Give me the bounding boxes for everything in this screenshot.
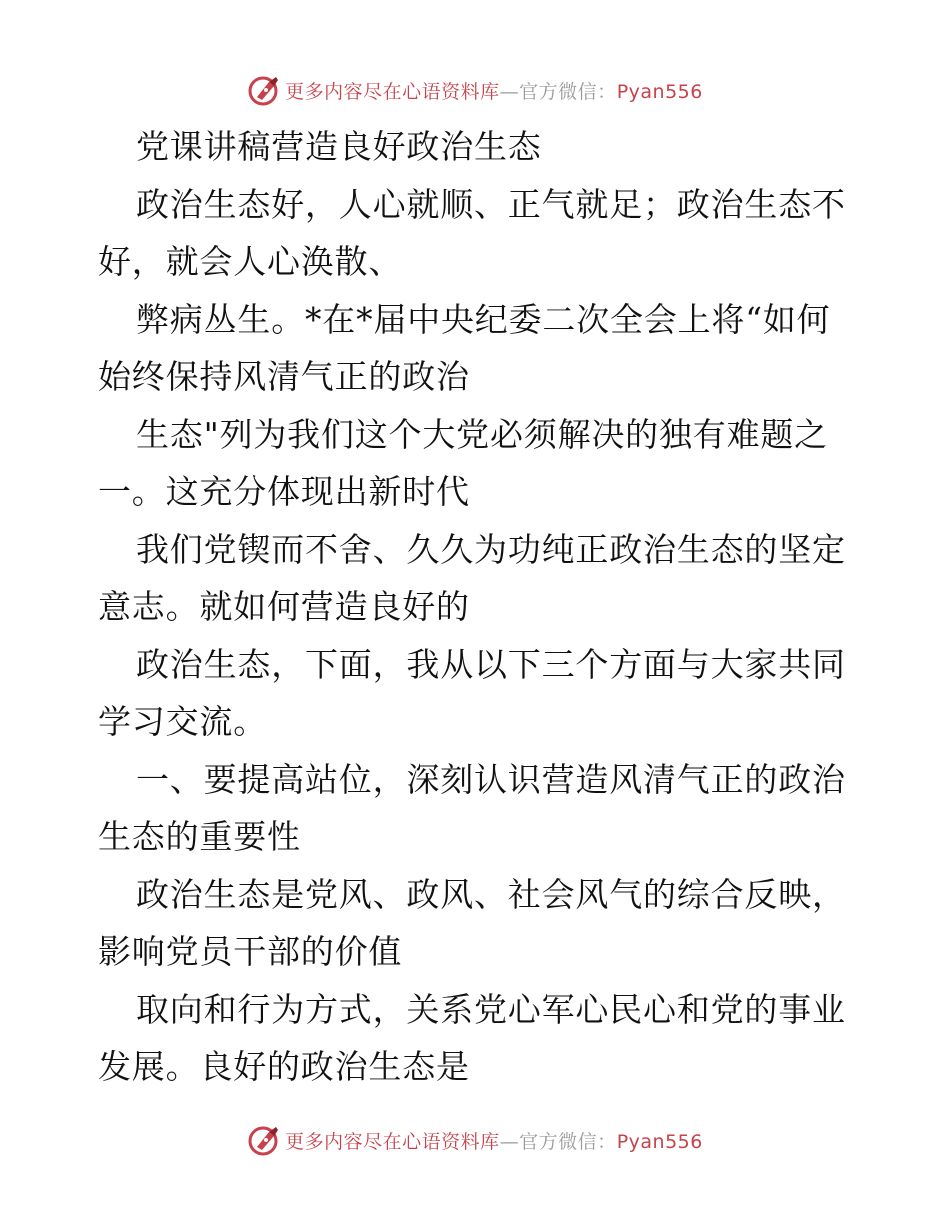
header-watermark-banner (0, 72, 950, 108)
paragraph-line: 生态"列为我们这个大党必须解决的独有难题之 (136, 414, 828, 454)
watermark-main-text: 更多内容尽在心语资料库 (285, 80, 500, 103)
paragraph-line: 政治生态好，人心就顺、正气就足；政治生态不 (136, 184, 846, 224)
paragraph-line: 始终保持风清气正的政治 (98, 357, 470, 396)
paragraph-line: 发展。良好的政治生态是 (98, 1047, 470, 1086)
watermark-wechat-id: Pyan556 (616, 80, 703, 103)
watermark-dash: — (499, 1130, 520, 1153)
paragraph-line: 弊病丛生。*在*届中央纪委二次全会上将“如何 (136, 299, 831, 339)
paragraph-line: 取向和行为方式，关系党心军心民心和党的事业 (136, 989, 846, 1029)
document-body (98, 118, 854, 1096)
paragraph-line: 学习交流。 (98, 702, 267, 741)
pen-nib-circle-icon (247, 1123, 281, 1157)
watermark-dash: — (499, 80, 520, 103)
paragraph-line: 政治生态是党风、政风、社会风气的综合反映， (136, 874, 846, 914)
pen-nib-circle-icon (247, 73, 281, 107)
watermark-label: 官方微信： (519, 1130, 617, 1153)
watermark-text (285, 1127, 703, 1154)
paragraph-line: 意志。就如何营造良好的 (98, 587, 470, 626)
watermark-label: 官方微信： (519, 80, 617, 103)
paragraph-line: 一。这充分体现出新时代 (98, 472, 470, 511)
document-title: 党课讲稿营造良好政治生态 (136, 127, 542, 166)
paragraph-line: 我们党锲而不舍、久久为功纯正政治生态的坚定 (136, 529, 846, 569)
footer-watermark-banner (0, 1122, 950, 1158)
paragraph-line: 影响党员干部的价值 (98, 932, 403, 971)
watermark-main-text: 更多内容尽在心语资料库 (285, 1130, 500, 1153)
paragraph-line: 政治生态，下面，我从以下三个方面与大家共同 (136, 644, 846, 684)
watermark-text (285, 77, 703, 104)
watermark-wechat-id: Pyan556 (616, 1130, 703, 1153)
section-heading-line: 一、要提高站位，深刻认识营造风清气正的政治 (136, 759, 846, 799)
paragraph-line: 好，就会人心涣散、 (98, 242, 403, 281)
section-heading-line: 生态的重要性 (98, 817, 301, 856)
